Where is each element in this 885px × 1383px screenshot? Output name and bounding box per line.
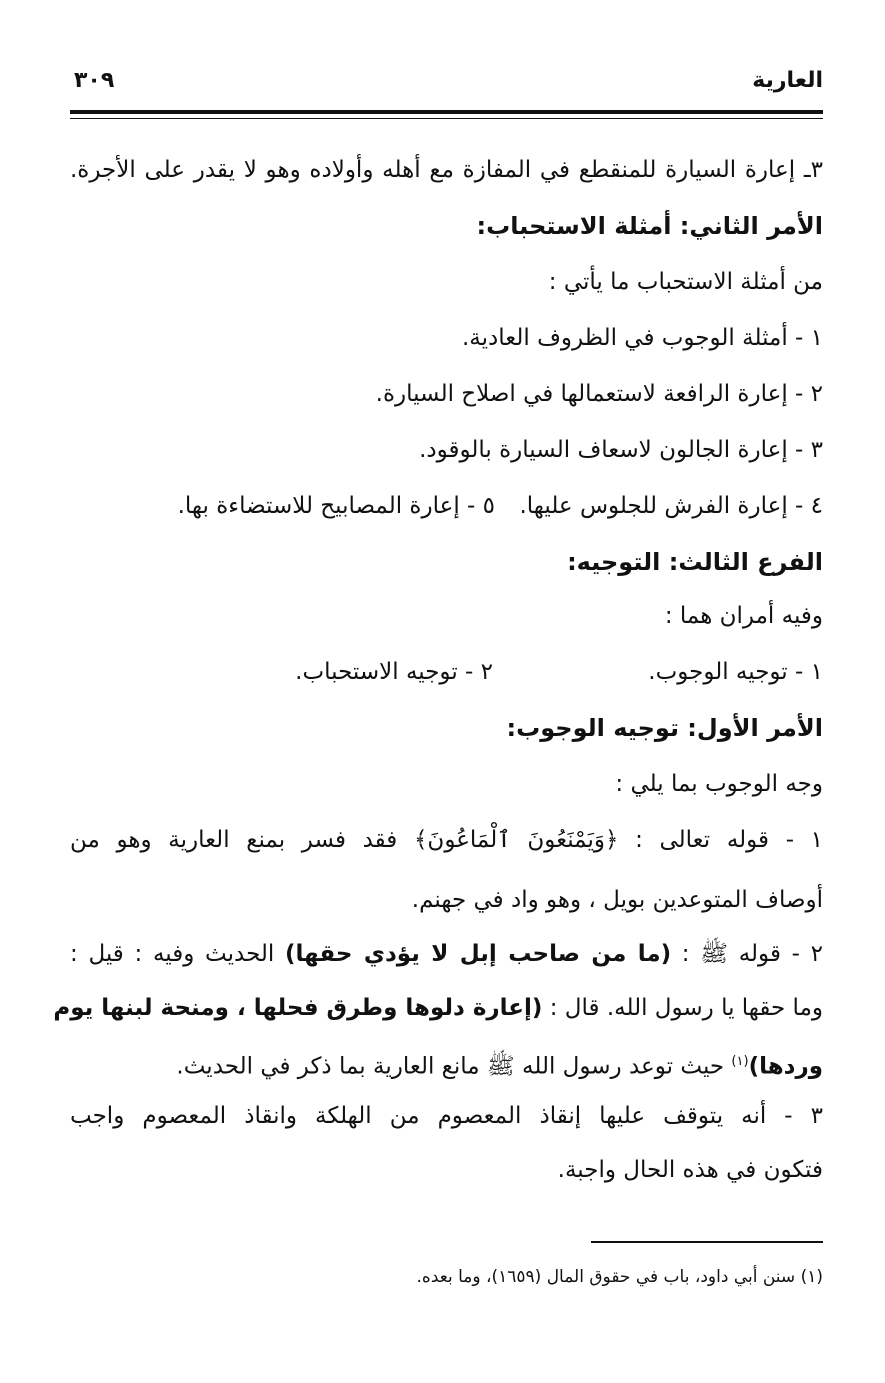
footnote: (١) سنن أبي داود، باب في حقوق المال (١٦٥٩)، وما بعده. [416, 1267, 823, 1287]
list-item: ٤ - إعارة الفرش للجلوس عليها. [519, 493, 823, 519]
hadith-quote: وردها) [748, 1053, 823, 1080]
list-item: ١ - توجيه الوجوب. [648, 659, 823, 685]
hadith-quote: (ما من صاحب إبل لا يؤدي حقها) [285, 941, 672, 967]
hadith-quote: (إعارة دلوها وطرق فحلها ، ومنحة لبنها يوم [53, 995, 543, 1021]
header-rule-thick [70, 110, 823, 114]
text-line [176, 1042, 823, 1087]
section-heading: الفرع الثالث: التوجيه: [567, 548, 823, 576]
text-run: وما حقها يا رسول الله. قال : [542, 995, 823, 1021]
text-run: الحديث وفيه : قيل : [70, 941, 286, 967]
text-line: من أمثلة الاستحباب ما يأتي : [548, 269, 823, 295]
page-number: ٣٠٩ [74, 68, 115, 93]
footnote-rule [591, 1241, 823, 1243]
header-rule-thin [70, 118, 823, 119]
text-line: ٣ـ إعارة السيارة للمنقطع في المفازة مع أهله وأولاده وهو لا يقدر على الأجرة. [70, 157, 823, 183]
list-item: ٢ - إعارة الرافعة لاستعمالها في اصلاح السيارة. [375, 381, 823, 407]
text-line [70, 934, 823, 974]
text-run: ٢ - قوله ﷺ : [671, 941, 823, 967]
section-heading: الأمر الثاني: أمثلة الاستحباب: [476, 212, 823, 240]
footnote-marker: (١) [731, 1054, 749, 1069]
text-line: أوصاف المتوعدين بويل ، وهو واد في جهنم. [411, 887, 823, 913]
text-run: حيث توعد رسول الله ﷺ مانع العارية بما ذكر في الحديث. [176, 1053, 732, 1080]
section-heading: الأمر الأول: توجيه الوجوب: [506, 714, 823, 742]
text-line: وجه الوجوب بما يلي : [615, 771, 823, 797]
text-line: وفيه أمران هما : [664, 603, 823, 629]
text-line [53, 988, 823, 1028]
list-item: ١ - أمثلة الوجوب في الظروف العادية. [461, 325, 823, 351]
text-line: فتكون في هذه الحال واجبة. [557, 1157, 823, 1183]
text-line: ١ - قوله تعالى : ﴿وَيَمْنَعُونَ ٱلْمَاعُونَ﴾ فقد فسر بمنع العارية وهو من [70, 827, 823, 853]
list-item: ٣ - إعارة الجالون لاسعاف السيارة بالوقود. [419, 437, 823, 463]
text-line: ٣ - أنه يتوقف عليها إنقاذ المعصوم من الهلكة وانقاذ المعصوم واجب [70, 1103, 823, 1129]
list-item: ٥ - إعارة المصابيح للاستضاءة بها. [177, 493, 495, 519]
list-item: ٢ - توجيه الاستحباب. [295, 659, 493, 685]
running-title: العارية [752, 68, 823, 93]
